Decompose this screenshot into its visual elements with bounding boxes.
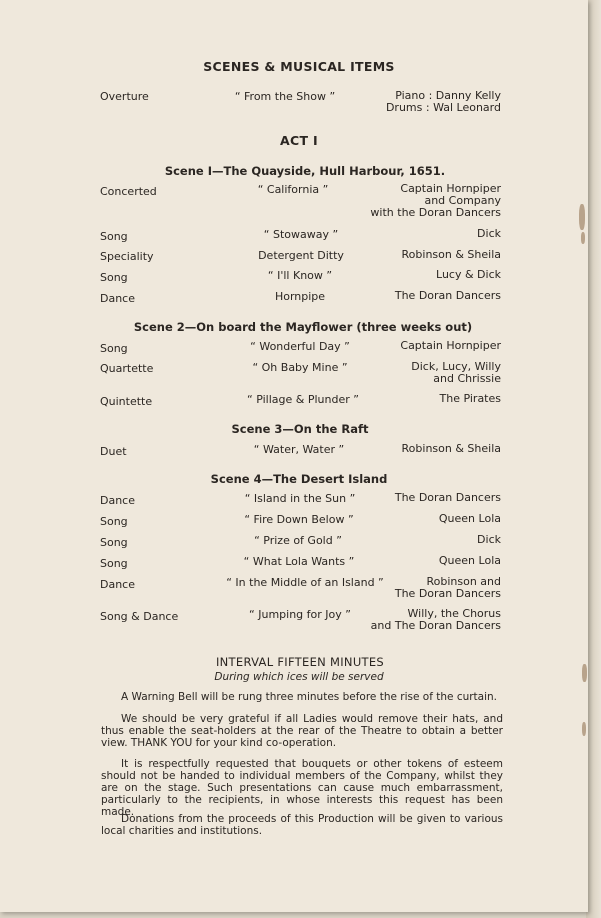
item-type: Duet — [100, 445, 127, 458]
paper-stain — [581, 232, 585, 244]
item-performers: Queen Lola — [438, 554, 501, 567]
item-type: Speciality — [100, 250, 154, 263]
notice-paragraph — [101, 691, 503, 703]
item-title: “ Prize of Gold ” — [254, 534, 342, 547]
item-type: Dance — [100, 578, 135, 591]
notice-paragraph — [101, 713, 503, 749]
overture-credit-drums: Drums : Wal Leonard — [385, 101, 501, 114]
item-performers — [371, 608, 501, 632]
notice-paragraph — [101, 813, 503, 837]
item-type: Song — [100, 342, 128, 355]
item-performers: Dick — [477, 533, 501, 546]
overture-credit-piano: Piano : Danny Kelly — [395, 89, 501, 102]
performer-line: Dick, Lucy, Willy — [411, 360, 501, 373]
item-title: “ In the Middle of an Island ” — [226, 576, 384, 589]
item-title: “ What Lola Wants ” — [243, 555, 355, 568]
item-performers — [395, 576, 501, 600]
act-title: ACT I — [280, 133, 318, 148]
scene-title: Scene I—The Quayside, Hull Harbour, 1651. — [164, 164, 446, 178]
item-title: “ Wonderful Day ” — [250, 340, 350, 353]
item-type: Song — [100, 230, 128, 243]
paper-stain — [582, 664, 587, 682]
item-type: Quintette — [100, 395, 153, 408]
scene-title: Scene 2—On board the Mayflower (three weeks out) — [133, 320, 473, 334]
item-performers: Captain Hornpiper — [400, 339, 501, 352]
item-performers — [370, 183, 501, 219]
item-type: Quartette — [100, 362, 154, 375]
item-type: Song — [100, 271, 128, 284]
item-performers: Robinson & Sheila — [401, 442, 501, 455]
overture-credits — [386, 90, 501, 114]
item-title: “ Water, Water ” — [253, 443, 345, 456]
performer-line: Willy, the Chorus — [407, 607, 501, 620]
item-performers: The Pirates — [439, 392, 501, 405]
scene-title: Scene 3—On the Raft — [231, 422, 369, 436]
item-type: Dance — [100, 494, 135, 507]
interval-subtitle: During which ices will be served — [214, 671, 384, 683]
performer-line: and Chrissie — [433, 372, 501, 385]
item-title: “ I'll Know ” — [267, 269, 333, 282]
interval-title: INTERVAL FIFTEEN MINUTES — [215, 655, 385, 669]
item-type: Song — [100, 557, 128, 570]
notice-text: It is respectfully requested that bouquets or other tokens of esteem should not be handed to individual members of the Company, whilst they are on the stage. Such presentations can cause much embarrassment, particularly to the recipients, in whose interests this request has been made. — [101, 758, 503, 818]
performer-line: Captain Hornpiper — [400, 182, 501, 195]
item-performers: Queen Lola — [438, 512, 501, 525]
item-type: Song — [100, 515, 128, 528]
performer-line: and Company — [424, 194, 501, 207]
item-performers: Lucy & Dick — [436, 268, 501, 281]
item-title: “ Island in the Sun ” — [244, 492, 356, 505]
performer-line: with the Doran Dancers — [370, 206, 501, 219]
performer-line: Robinson and — [426, 575, 501, 588]
item-title: Hornpipe — [274, 290, 326, 303]
notice-text: Donations from the proceeds of this Production will be given to various local charities and institutions. — [101, 813, 503, 837]
item-title: “ Oh Baby Mine ” — [252, 361, 348, 374]
notice-text: A Warning Bell will be rung three minutes before the rise of the curtain. — [121, 691, 498, 703]
notice-text: We should be very grateful if all Ladies would remove their hats, and thus enable the seat-holders at the rear of the Theatre to obtain a better view. THANK YOU for your kind co-operation. — [101, 713, 503, 749]
performer-line: and The Doran Dancers — [370, 619, 501, 632]
item-title: “ Stowaway ” — [263, 228, 339, 241]
item-title: “ Fire Down Below ” — [244, 513, 354, 526]
item-type: Concerted — [100, 185, 157, 198]
performer-line: The Doran Dancers — [394, 587, 501, 600]
notice-paragraph — [101, 758, 503, 818]
overture-title: “ From the Show ” — [234, 90, 336, 103]
item-title: “ California ” — [257, 183, 329, 196]
item-title: “ Pillage & Plunder ” — [247, 393, 359, 406]
item-performers: Dick — [477, 227, 501, 240]
item-performers: The Doran Dancers — [394, 289, 501, 302]
page-title: SCENES & MUSICAL ITEMS — [203, 59, 395, 74]
item-title: “ Jumping for Joy ” — [249, 608, 351, 621]
scene-title: Scene 4—The Desert Island — [210, 472, 388, 486]
item-type: Song — [100, 536, 128, 549]
item-title: Detergent Ditty — [258, 249, 344, 262]
paper-stain — [582, 722, 586, 736]
overture-type: Overture — [100, 90, 149, 103]
page-edge — [586, 0, 601, 918]
item-type: Dance — [100, 292, 135, 305]
paper-stain — [579, 204, 585, 230]
item-type: Song & Dance — [100, 610, 179, 623]
item-performers: Robinson & Sheila — [401, 248, 501, 261]
item-performers: The Doran Dancers — [394, 491, 501, 504]
item-performers — [411, 361, 501, 385]
